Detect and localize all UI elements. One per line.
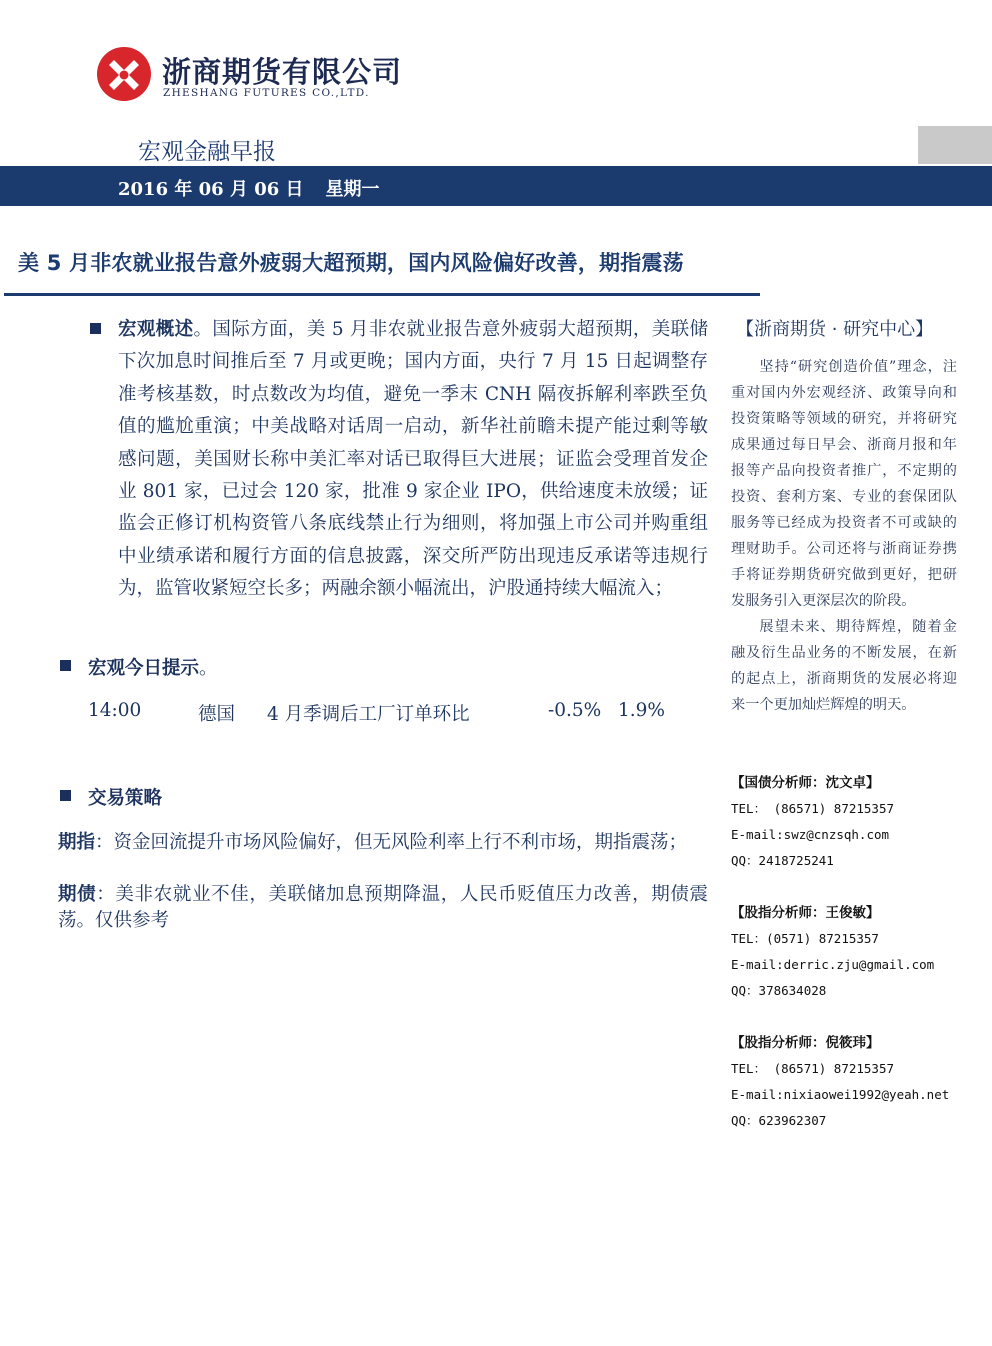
analyst-email: E-mail:nixiaowei1992@yeah.net	[731, 1087, 950, 1102]
company-logo-icon	[96, 46, 152, 102]
report-weekday: 星期一	[325, 179, 380, 200]
analyst-qq: QQ：623962307	[731, 1113, 827, 1128]
bullet-square-icon	[90, 323, 101, 334]
analyst-card	[731, 1030, 981, 1134]
header-decor-block	[918, 126, 992, 164]
bullet-square-icon	[60, 790, 71, 801]
strategy-item-label: 期指	[58, 832, 96, 853]
today-tips-suffix: 。	[199, 658, 218, 679]
analyst-tel: TEL：(0571) 87215357	[731, 931, 879, 946]
headline-divider	[4, 293, 760, 296]
report-date: 2016 年 06 月 06 日	[118, 179, 304, 200]
analyst-card	[731, 900, 981, 1004]
analyst-tel: TEL： (86571) 87215357	[731, 801, 895, 816]
event-forecast: 1.9%	[618, 700, 665, 721]
analyst-qq: QQ：2418725241	[731, 853, 834, 868]
today-tips-heading	[88, 654, 218, 680]
date-bar	[0, 166, 992, 206]
today-tips-title: 宏观今日提示	[88, 658, 200, 679]
report-type: 宏观金融早报	[138, 139, 276, 165]
company-name-cn: 浙商期货有限公司	[162, 55, 403, 89]
strategy-item-text: ：资金回流提升市场风险偏好，但无风险利率上行不利市场，期指震荡；	[95, 832, 688, 853]
analyst-email: E-mail:derric.zju@gmail.com	[731, 957, 935, 972]
analyst-qq: QQ：378634028	[731, 983, 827, 998]
research-center-intro	[731, 354, 957, 718]
strategy-item-label: 期债	[58, 884, 97, 905]
analyst-card	[731, 770, 981, 874]
strategy-item	[58, 882, 708, 934]
company-name-en: ZHESHANG FUTURES CO.,LTD.	[163, 87, 370, 99]
bullet-square-icon	[60, 660, 71, 671]
headline: 美 5 月非农就业报告意外疲弱大超预期，国内风险偏好改善，期指震荡	[18, 251, 684, 275]
event-indicator: 4 月季调后工厂订单环比	[267, 704, 470, 725]
event-country: 德国	[198, 704, 236, 725]
macro-overview-text: 。国际方面，美 5 月非农就业报告意外疲弱大超预期，美联储下次加息时间推后至 7 月或更晚；国内方面，央行 7 月 15 日起调整存准考核基数，时点数改为均值，避免一季末 CNH 隔夜拆解利率跌至负值的尴尬重演；中美战略对话周一启动，新华社前瞻未提产能过剩等敏感问题，美国财长称中美汇率对话已取得巨大进展；证监会受理首发企业 801 家，已过会 120 家，批准 9 家企业 IPO，供给速度未放缓；证监会正修订机构资管八条底线禁止行为细则，将加强上市公司并购重组中业绩承诺和履行方面的信息披露，深交所严防出现违反承诺等违规行为，监管收紧短空长多；两融余额小幅流出，沪股通持续大幅流入；	[118, 319, 708, 600]
research-center-title: 【浙商期货 · 研究中心】	[736, 319, 934, 340]
analyst-email: E-mail:swz@cnzsqh.com	[731, 827, 890, 842]
analyst-title: 【股指分析师：倪筱玮】	[731, 1035, 880, 1051]
intro-paragraph: 坚持“研究创造价值”理念，注重对国内外宏观经济、政策导向和投资策略等领域的研究，并将研究成果通过每日早会、浙商月报和年报等产品向投资者推广，不定期的投资、套利方案、专业的套保团队服务等已经成为投资者不可或缺的理财助手。公司还将与浙商证券携手将证券期货研究做到更好，把研发服务引入更深层次的阶段。	[731, 359, 957, 609]
date-line	[118, 175, 380, 201]
strategy-title: 交易策略	[88, 788, 163, 809]
intro-paragraph: 展望未来、期待辉煌，随着金融及衍生品业务的不断发展，在新的起点上，浙商期货的发展必将迎来一个更加灿烂辉煌的明天。	[731, 619, 957, 713]
strategy-item-text: ：美非农就业不佳，美联储加息预期降温，人民币贬值压力改善，期债震荡。仅供参考	[58, 884, 708, 931]
event-time: 14:00	[88, 700, 142, 721]
event-previous: -0.5%	[548, 700, 602, 721]
analyst-title: 【股指分析师：王俊敏】	[731, 905, 880, 921]
analyst-title: 【国债分析师：沈文卓】	[731, 775, 880, 791]
analyst-tel: TEL： (86571) 87215357	[731, 1061, 895, 1076]
macro-overview-title: 宏观概述	[118, 319, 194, 340]
macro-overview-paragraph	[118, 314, 708, 606]
strategy-item	[58, 830, 708, 856]
